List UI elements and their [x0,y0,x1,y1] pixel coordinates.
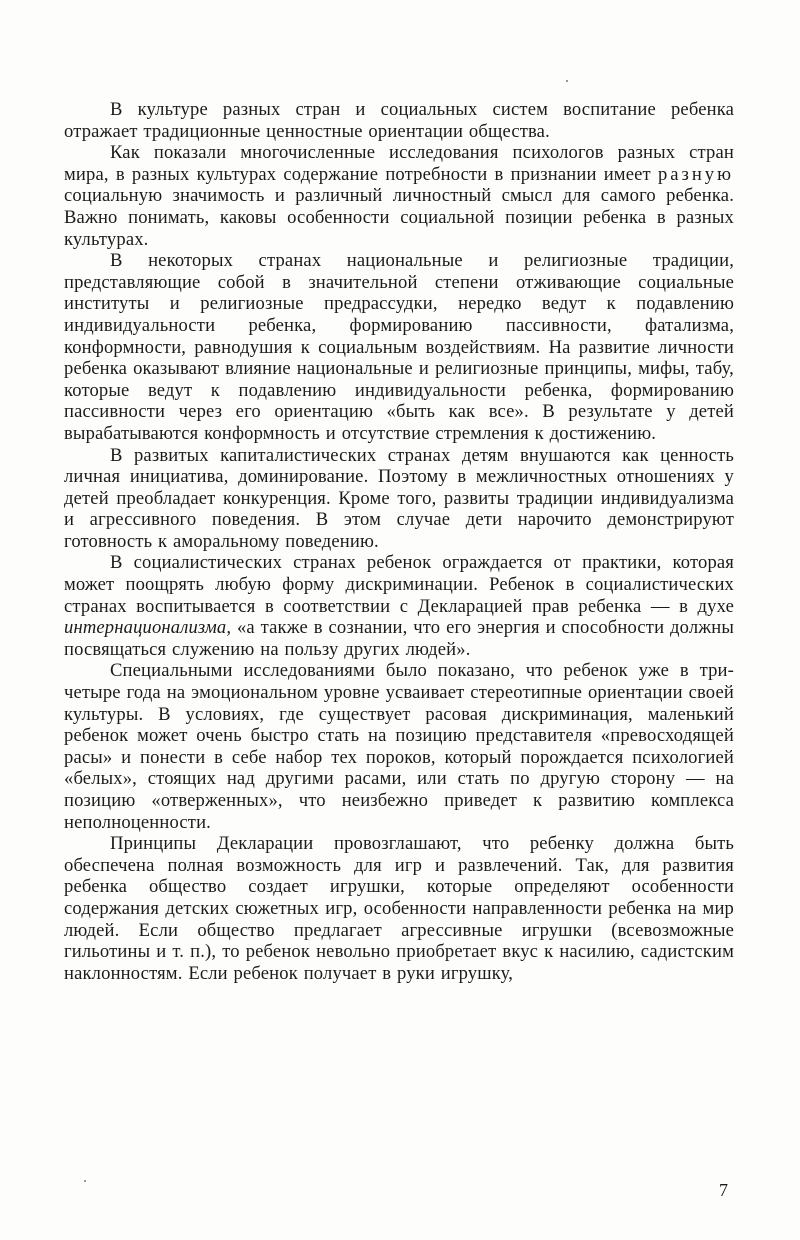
paragraph-7: Принципы Декларации провозглашают, что ребенку должна быть обеспечена полная возможность для игр и развлечений. Так, для развития ребенка общество создает игрушки, которые определяют особенности содержания детских сюжетных игр, особенности направленности ребенка на мир людей. Если общество предлагает агрессивные игрушки (всевозможные гильотины и т. п.), то ребенок невольно приобретает вкус к насилию, садистским наклонностям. Если ребенок получает в руки игрушку, [64,833,734,984]
paragraph-3: В некоторых странах национальные и религиозные традиции, представляющие собой в значительной степени отживающие социальные институты и религиозные предрассудки, нередко ведут к подавлению индивидуальности ребенка, формированию пассивности, фатализма, конформности, равнодушия к социальным воздействиям. На развитие личности ребенка оказывают влияние национальные и религиозные принципы, мифы, табу, которые ведут к подавлению индивидуальности ребенка, формированию пассивности через его ориентацию «быть как все». В результате у детей вырабатываются конформность и отсутствие стремления к достижению. [64,250,734,444]
page-number: 7 [719,1180,728,1200]
paragraph-2-text-after: социальную значимость и различный личностный смысл для самого ребенка. Важно понимать, каковы особенности социальной позиции ребенка в разных культурах. [64,185,734,250]
paragraph-1: В культуре разных стран и социальных систем воспитание ребенка отражает традиционные ценностные ориентации общества. [64,99,734,142]
italic-phrase: интернационализма, [64,617,232,639]
print-speck [566,80,568,82]
print-speck [84,1180,86,1182]
text-column [64,99,734,984]
paragraph-5 [64,552,734,660]
paragraph-5-text-before: В социалистических странах ребенок ограждается от практики, которая может поощрять любую форму дискриминации. Ребенок в социалистических странах воспитывается в соответствии с Декларацией прав ребенка — в духе [64,552,734,617]
paragraph-6: Специальными исследованиями было показано, что ребенок уже в три-четыре года на эмоциональном уровне усваивает стереотипные ориентации своей культуры. В условиях, где существует расовая дискриминация, маленький ребенок может очень быстро стать на позицию представителя «превосходящей расы» и понести в себе набор тех пороков, который порождается психологией «белых», стоящих над другими расами, или стать по другую сторону — на позицию «отверженных», что неизбежно приведет к развитию комплекса неполноценности. [64,660,734,833]
paragraph-2 [64,142,734,250]
emphasized-word: разную [657,163,734,185]
paragraph-4: В развитых капиталистических странах детям внушаются как ценность личная инициатива, доминирование. Поэтому в межличностных отношениях у детей преобладает конкуренция. Кроме того, развиты традиции индивидуализма и агрессивного поведения. В этом случае дети нарочито демонстрируют готовность к аморальному поведению. [64,444,734,552]
paragraph-5-text-after: «а также в сознании, что его энергия и способности должны посвящаться служению на пользу других людей». [64,617,734,660]
paragraph-2-text-before: Как показали многочисленные исследования психологов разных стран мира, в разных культурах содержание потребности в признании имеет [64,142,734,185]
